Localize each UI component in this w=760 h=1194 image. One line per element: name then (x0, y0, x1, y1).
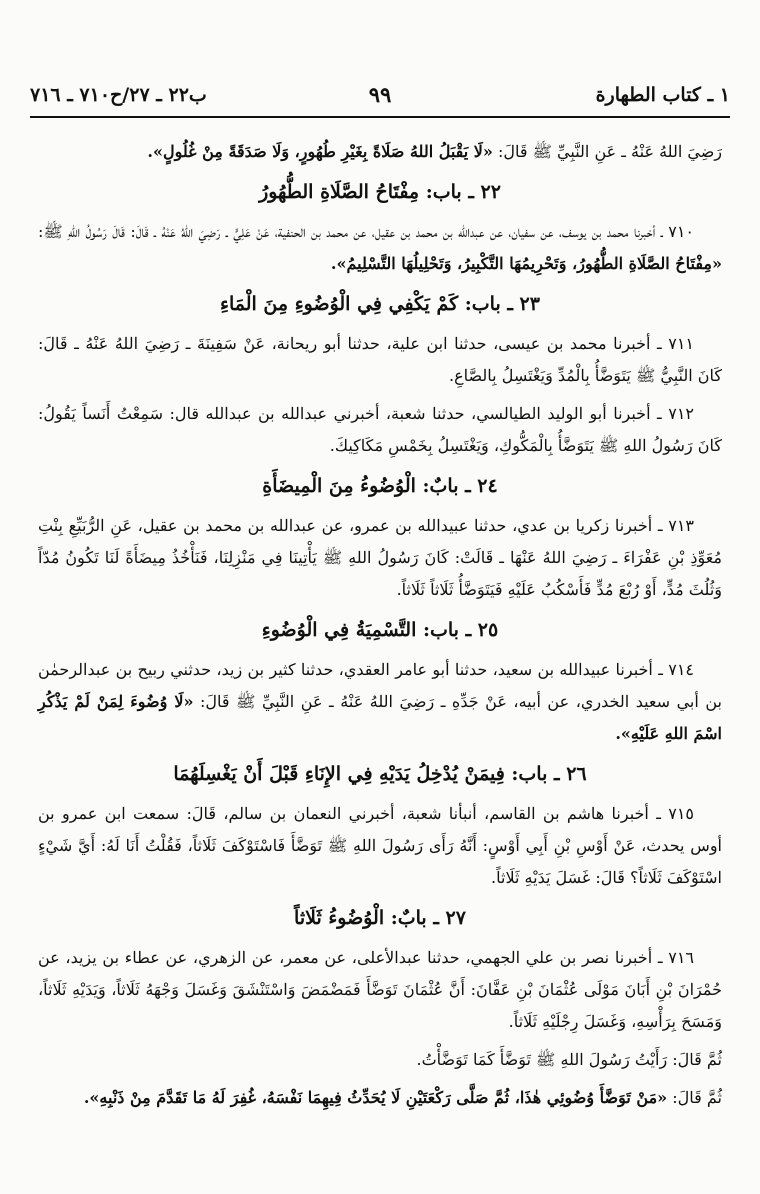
section-heading-23: ٢٣ ـ باب: كَمْ يَكْفِي فِي الْوُضُوءِ مِنَ الْمَاءِ (220, 293, 540, 315)
hadith-716-line-3 (38, 1082, 722, 1114)
hadith-714-quote: «لَا وُضُوءَ لِمَنْ لَمْ يَذْكُرِ اسْمَ اللهِ عَلَيْهِ». (38, 692, 722, 743)
section-heading-25: ٢٥ ـ باب: التَّسْمِيَةُ فِي الْوُضُوءِ (261, 619, 499, 641)
hadith-714-text: ٧١٤ ـ أخبرنا عبيدالله بن سعيد، حدثنا أبو عامر العقدي، حدثنا كثير بن زيد، حدثني ربيح بن عبدالرحمٰن بن أبي سعيد الخدري، عن أبيه، عَنْ جَدِّهِ ـ رَضِيَ اللهُ عَنْهُ ـ عَنِ النَّبِيِّ ﷺ قَالَ: (38, 660, 722, 711)
section-heading-27: ٢٧ ـ بابٌ: الْوُضُوءُ ثَلَاثاً (294, 907, 466, 929)
page-number: ٩٩ (368, 82, 392, 107)
hadith-716-line-2: ثُمَّ قَالَ: رَأَيْتُ رَسُولَ اللهِ ﷺ تَوَضَّأَ كَمَا تَوَضَّأْتُ. (416, 1050, 722, 1069)
running-header (30, 82, 730, 118)
hadith-715: ٧١٥ ـ أخبرنا هاشم بن القاسم، أنبأنا شعبة، أخبرني النعمان بن سالم، قَالَ: سمعت ابن عمرو بن أوس يحدث، عَنْ أَوْسِ بْنِ أَبِي أَوْسٍ: أَنَّهُ رَأَى رَسُولَ اللهِ ﷺ تَوَضَّأَ فَاسْتَوْكَفَ ثَلَاثاً، فَقُلْتُ أَنَا لَهُ: أَيَّ شَيْءٍ اسْتَوْكَفَ ثَلَاثاً؟ قَالَ: غَسَلَ يَدَيْهِ ثَلَاثاً. (38, 804, 722, 887)
intro-quote: «لَا يَقْبَلُ اللهُ صَلَاةً بِغَيْرِ طُهُورٍ، وَلَا صَدَقَةً مِنْ غُلُولٍ». (147, 142, 493, 161)
reference-range: ب٢٢ ـ ٢٧/ح٧١٠ ـ ٧١٦ (30, 84, 207, 106)
hadith-716-quote: «مَنْ تَوَضَّأَ وُضُوئِي هٰذَا، ثُمَّ صَلَّى رَكْعَتَيْنِ لَا يُحَدِّثُ فِيهِمَا نَفْسَهُ، غُفِرَ لَهُ مَا تَقَدَّمَ مِنْ ذَنْبِهِ». (83, 1088, 668, 1107)
intro-continuation (38, 136, 722, 168)
hadith-710 (38, 216, 722, 280)
hadith-711: ٧١١ ـ أخبرنا محمد بن عيسى، حدثنا ابن علية، حدثنا أبو ريحانة، عَنْ سَفِينَةَ ـ رَضِيَ اللهُ عَنْهُ ـ قَالَ: كَانَ النَّبِيُّ ﷺ يَتَوَضَّأُ بِالْمُدِّ وَيَغْتَسِلُ بِالصَّاعِ. (38, 334, 722, 385)
section-heading-24: ٢٤ ـ بابٌ: الْوُضُوءُ مِنَ الْمِيضَأَةِ (262, 475, 498, 497)
hadith-713: ٧١٣ ـ أخبرنا زكريا بن عدي، حدثنا عبيدالله بن عمرو، عن عبدالله بن محمد بن عقيل، عَنِ الرُّبَيِّعِ بِنْتِ مُعَوِّذِ بْنِ عَفْرَاءَ ـ رَضِيَ اللهُ عَنْهَا ـ قَالَتْ: كَانَ رَسُولُ اللهِ ﷺ يَأْتِينَا فِي مَنْزِلِنَا، فَنَأْخُذُ مِيضَأَةً لَنَا تَكُونُ مُدّاً وَثُلُثَ مُدٍّ، أَوْ رُبْعَ مُدٍّ فَأَسْكُبُ عَلَيْهِ فَيَتَوَضَّأُ ثَلَاثاً ثَلَاثاً. (38, 516, 722, 599)
chapter-title: ١ ـ كتاب الطهارة (595, 84, 730, 106)
page-body (38, 136, 722, 1120)
hadith-716-line-3-text: ثُمَّ قَالَ: (667, 1088, 722, 1107)
hadith-710-text: ٧١٠ ـ أخبرنا محمد بن يوسف، عن سفيان، عن عبدالله بن محمد بن عقيل، عن محمد بن الحنفية، عَنْ عَلِيٍّ ـ رَضِيَ اللهُ عَنْهُ ـ قَالَ: قَالَ رَسُولُ اللهِ ﷺ: (38, 222, 694, 241)
hadith-710-quote: «مِفْتَاحُ الصَّلَاةِ الطُّهُورُ، وَتَحْرِيمُهَا التَّكْبِيرُ، وَتَحْلِيلُهَا التَّسْلِيمُ». (330, 254, 722, 273)
hadith-712: ٧١٢ ـ أخبرنا أبو الوليد الطيالسي، حدثنا شعبة، أخبرني عبدالله بن عبدالله قال: سَمِعْتُ أَنَساً يَقُولُ: كَانَ رَسُولُ اللهِ ﷺ يَتَوَضَّأُ بِالْمَكُّوكِ، وَيَغْتَسِلُ بِخَمْسِ مَكَاكِيكَ. (38, 404, 722, 455)
hadith-716: ٧١٦ ـ أخبرنا نصر بن علي الجهمي، حدثنا عبدالأعلى، عن معمر، عن الزهري، عن عطاء بن يزيد، عن حُمْرَانَ بْنِ أَبَانَ مَوْلَى عُثْمَانَ بْنِ عَفَّانَ: أَنَّ عُثْمَانَ تَوَضَّأَ فَمَضْمَضَ وَاسْتَنْشَقَ وَغَسَلَ وَجْهَهُ ثَلَاثاً، وَيَدَيْهِ ثَلَاثاً، وَمَسَحَ بِرَأْسِهِ، وَغَسَلَ رِجْلَيْهِ ثَلَاثاً. (38, 948, 722, 1031)
hadith-714 (38, 654, 722, 750)
section-heading-26: ٢٦ ـ باب: فِيمَنْ يُدْخِلُ يَدَيْهِ فِي الإِنَاءِ قَبْلَ أَنْ يَغْسِلَهُمَا (173, 763, 587, 785)
intro-narration: رَضِيَ اللهُ عَنْهُ ـ عَنِ النَّبِيِّ ﷺ قَالَ: (492, 142, 722, 161)
section-heading-22: ٢٢ ـ باب: مِفْتَاحُ الصَّلَاةِ الطُّهُورُ (259, 181, 501, 203)
